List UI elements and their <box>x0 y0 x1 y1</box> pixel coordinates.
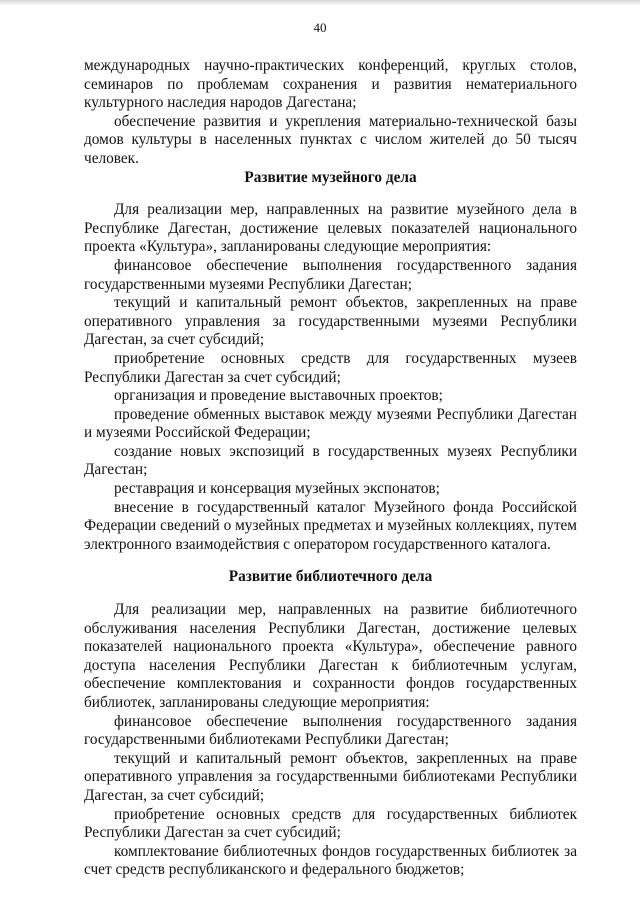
paragraph-museum-item: создание новых экспозиций в государственных музеях Республики Дагестан; <box>84 442 577 479</box>
paragraph-museum-item: проведение обменных выставок между музеями Республики Дагестан и музеями Российской Федерации; <box>84 405 577 442</box>
paragraph-museum-intro: Для реализации мер, направленных на развитие музейного дела в Республике Дагестан, достижение целевых показателей национального проекта «Культура», запланированы следующие мероприятия: <box>84 201 577 256</box>
spacer <box>84 587 577 601</box>
paragraph-library-item: текущий и капитальный ремонт объектов, закрепленных на праве оперативного управления за государственными библиотеками Республики Дагестан, за счет субсидий; <box>84 749 577 804</box>
paragraph-museum-item: организация и проведение выставочных проектов; <box>114 387 443 405</box>
paragraph-library-item: финансовое обеспечение выполнения государственного задания государственными библиотеками Республики Дагестан; <box>84 712 577 749</box>
paragraph-library-item: комплектование библиотечных фондов государственных библиотек за счет средств республиканского и федерального бюджетов; <box>84 842 577 879</box>
heading-museum-development: Развитие музейного дела <box>244 168 417 186</box>
paragraph-intro-continuation: международных научно-практических конференций, круглых столов, семинаров по проблемам сохранения и развития нематериального культурного наследия народов Дагестана; <box>84 57 577 112</box>
paragraph-museum-item: реставрация и консервация музейных экспонатов; <box>114 480 440 498</box>
page-body <box>84 57 577 880</box>
scan-top-edge <box>0 0 640 6</box>
paragraph-intro-2: обеспечение развития и укрепления материально-технической базы домов культуры в населенных пунктах с числом жителей до 50 тысяч человек. <box>84 112 577 167</box>
heading-library-development: Развитие библиотечного дела <box>228 568 433 586</box>
paragraph-museum-item: приобретение основных средств для государственных музеев Республики Дагестан за счет субсидий; <box>84 349 577 386</box>
spacer <box>84 554 577 568</box>
paragraph-museum-item: текущий и капитальный ремонт объектов, закрепленных на праве оперативного управления за государственными музеями Республики Дагестан, за счет субсидий; <box>84 294 577 349</box>
page-number: 40 <box>313 20 327 35</box>
paragraph-library-item: приобретение основных средств для государственных библиотек Республики Дагестан за счет субсидий; <box>84 805 577 842</box>
spacer <box>84 187 577 201</box>
paragraph-library-intro: Для реализации мер, направленных на развитие библиотечного обслуживания населения Республики Дагестан, достижение целевых показателей национального проекта «Культура», обеспечение равного доступа населения Республики Дагестан к библиотечным услугам, обеспечение комплектования и сохранности фондов государственных библиотек, запланированы следующие мероприятия: <box>84 601 577 711</box>
paragraph-museum-item: внесение в государственный каталог Музейного фонда Российской Федерации сведений о музейных предметах и музейных коллекциях, путем электронного взаимодействия с оператором государственного каталога. <box>84 498 577 553</box>
paragraph-museum-item: финансовое обеспечение выполнения государственного задания государственными музеями Республики Дагестан; <box>84 256 577 293</box>
